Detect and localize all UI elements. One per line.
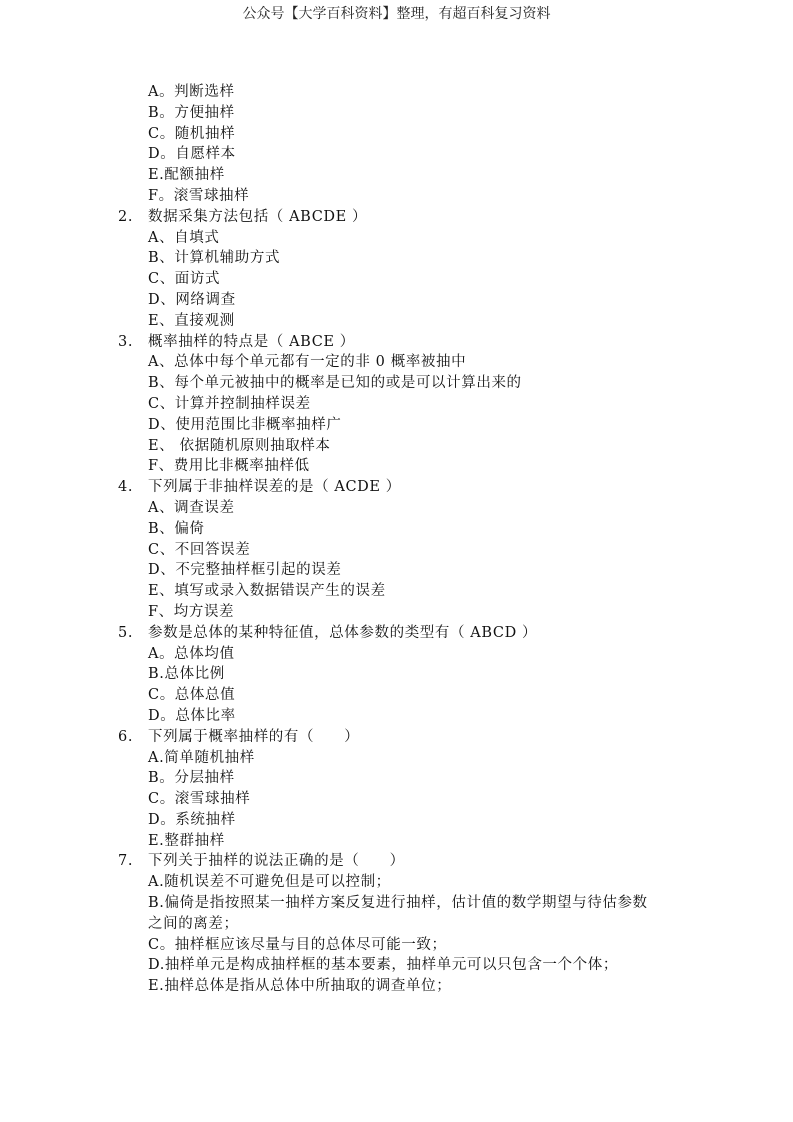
option-text: E.配额抽样: [148, 167, 225, 184]
option-text: A.随机误差不可避免但是可以控制；: [148, 874, 391, 891]
question-number: 5.: [118, 624, 134, 641]
option-line: [0, 914, 793, 935]
option-line: [0, 165, 793, 186]
option-line: [0, 269, 793, 290]
option-text: C。滚雪球抽样: [148, 791, 251, 808]
option-line: [0, 124, 793, 145]
question-line: [0, 727, 793, 748]
option-line: [0, 768, 793, 789]
option-text: B、偏倚: [148, 520, 205, 537]
option-line: [0, 872, 793, 893]
option-line: [0, 82, 793, 103]
option-text: A。总体均值: [148, 645, 235, 662]
option-text: C。总体总值: [148, 687, 236, 704]
option-line: [0, 789, 793, 810]
option-text: E.整群抽样: [148, 832, 225, 849]
option-line: [0, 415, 793, 436]
option-text: C、不回答误差: [148, 541, 251, 558]
option-text: E、直接观测: [148, 312, 235, 329]
option-line: [0, 352, 793, 373]
option-text: D、使用范围比非概率抽样广: [148, 416, 342, 433]
question-number: 6.: [118, 728, 134, 745]
option-line: [0, 644, 793, 665]
question-line: [0, 207, 793, 228]
option-line: [0, 394, 793, 415]
option-text: E.抽样总体是指从总体中所抽取的调查单位；: [148, 978, 452, 995]
option-text: A、自填式: [148, 229, 220, 246]
option-line: [0, 602, 793, 623]
option-text: C、计算并控制抽样误差: [148, 395, 311, 412]
question-number: 3.: [118, 333, 134, 350]
option-line: [0, 311, 793, 332]
option-line: [0, 456, 793, 477]
question-line: [0, 332, 793, 353]
question-line: [0, 851, 793, 872]
option-line: [0, 186, 793, 207]
question-line: [0, 477, 793, 498]
option-text: D、不完整抽样框引起的误差: [148, 562, 342, 579]
option-text: F、费用比非概率抽样低: [148, 458, 310, 475]
option-line: [0, 519, 793, 540]
option-text: A、调查误差: [148, 499, 235, 516]
option-line: [0, 976, 793, 997]
option-text: B、每个单元被抽中的概率是已知的或是可以计算出来的: [148, 375, 522, 392]
option-line: [0, 290, 793, 311]
question-text: 下列属于非抽样误差的是（ ACDE ）: [148, 479, 401, 496]
page-header: 公众号【大学百科资料】整理，有超百科复习资料: [242, 6, 551, 22]
question-list: [0, 82, 793, 997]
option-line: [0, 664, 793, 685]
option-text: B.偏倚是指按照某一抽样方案反复进行抽样，估计值的数学期望与待估参数: [148, 895, 648, 912]
option-line: [0, 498, 793, 519]
option-text: A。判断选样: [148, 84, 235, 100]
question-text: 下列属于概率抽样的有（ ）: [148, 728, 360, 745]
option-line: [0, 373, 793, 394]
option-line: [0, 685, 793, 706]
option-text: E、填写或录入数据错误产生的误差: [148, 583, 386, 600]
question-number: 4.: [118, 479, 134, 496]
option-line: [0, 248, 793, 269]
option-line: [0, 581, 793, 602]
option-text: D、网络调查: [148, 291, 236, 308]
option-text: C。随机抽样: [148, 125, 236, 142]
option-text: D。自愿样本: [148, 146, 236, 163]
option-text: C。抽样框应该尽量与目的总体尽可能一致；: [148, 936, 447, 953]
option-line: [0, 810, 793, 831]
option-line: [0, 144, 793, 165]
option-line: [0, 103, 793, 124]
question-number: 2.: [118, 208, 134, 225]
option-line: [0, 228, 793, 249]
option-line: [0, 706, 793, 727]
question-number: 7.: [118, 853, 134, 870]
option-text: F、均方误差: [148, 603, 235, 620]
option-line: [0, 831, 793, 852]
option-line: [0, 935, 793, 956]
option-text: B。方便抽样: [148, 104, 235, 121]
option-text: D。系统抽样: [148, 811, 236, 828]
option-line: [0, 560, 793, 581]
option-text: D.抽样单元是构成抽样框的基本要素，抽样单元可以只包含一个个体；: [148, 957, 618, 974]
option-text: A、总体中每个单元都有一定的非 0 概率被抽中: [148, 354, 467, 371]
option-line: [0, 893, 793, 914]
question-text: 下列关于抽样的说法正确的是（ ）: [148, 853, 405, 870]
option-line: [0, 436, 793, 457]
question-text: 概率抽样的特点是（ ABCE ）: [148, 333, 355, 350]
option-line: [0, 540, 793, 561]
option-text: C、面访式: [148, 271, 221, 288]
option-text: F。滚雪球抽样: [148, 187, 250, 204]
option-text: B.总体比例: [148, 666, 225, 683]
question-text: 参数是总体的某种特征值，总体参数的类型有（ ABCD ）: [148, 624, 538, 641]
question-line: [0, 623, 793, 644]
option-text: B、计算机辅助方式: [148, 250, 281, 267]
option-text: A.简单随机抽样: [148, 749, 255, 766]
option-text: E、 依据随机原则抽取样本: [148, 437, 331, 454]
option-text: D。总体比率: [148, 707, 236, 724]
option-line: [0, 955, 793, 976]
option-text: B。分层抽样: [148, 770, 235, 787]
option-text: 之间的离差；: [148, 915, 239, 932]
option-line: [0, 748, 793, 769]
question-text: 数据采集方法包括（ ABCDE ）: [148, 208, 368, 225]
